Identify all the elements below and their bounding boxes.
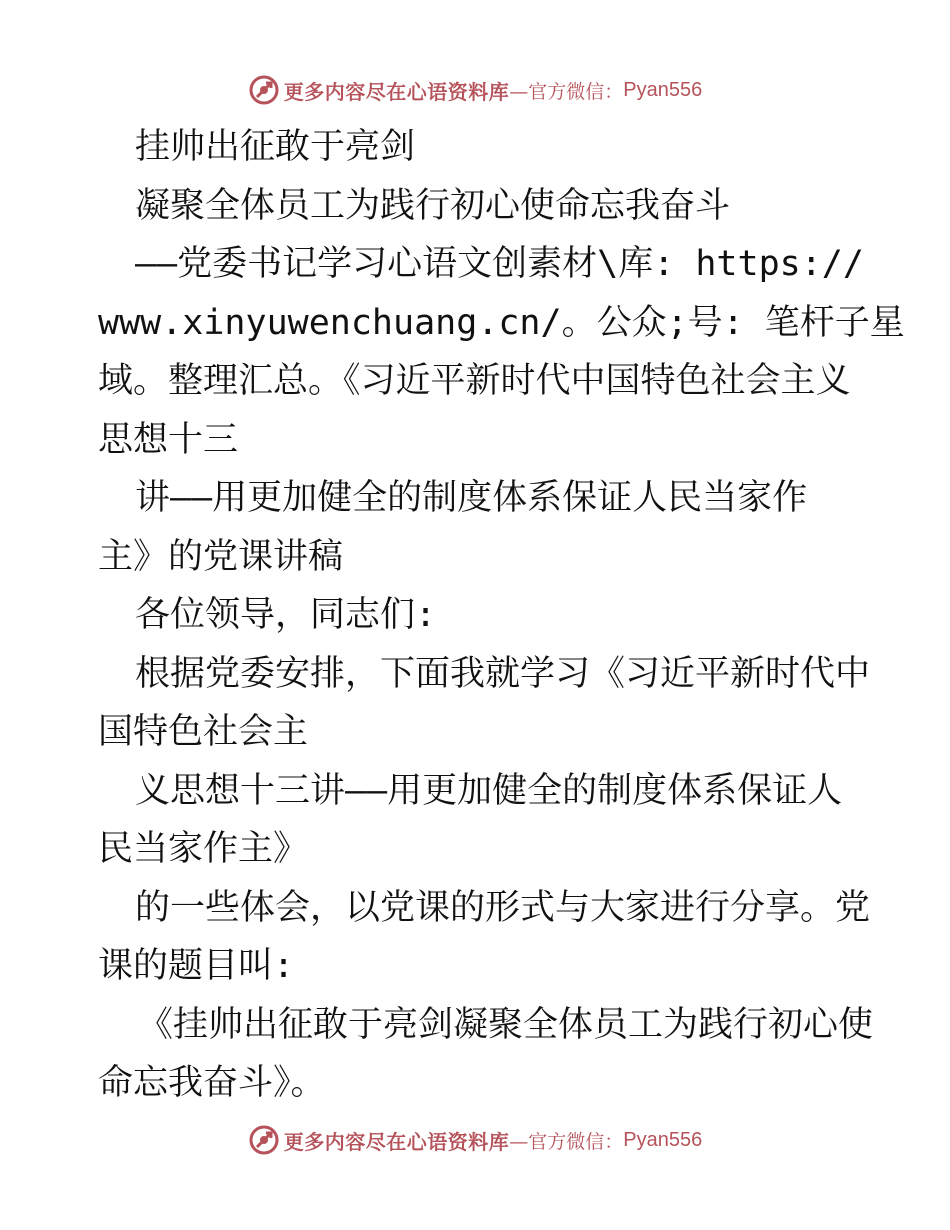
header-banner — [0, 70, 950, 110]
doc-line: 挂帅出征敢于亮剑 — [135, 127, 416, 167]
brand-logo-icon — [248, 1124, 280, 1156]
doc-line: 根据党委安排，下面我就学习《习近平新时代中 — [135, 653, 871, 694]
footer-banner — [0, 1120, 950, 1160]
header-banner-wechat-id: Pyan556 — [623, 78, 703, 101]
footer-banner-wechat-id: Pyan556 — [623, 1128, 703, 1151]
doc-line: 《挂帅出征敢于亮剑凝聚全体员工为践行初心使 — [138, 1004, 874, 1045]
doc-line: www.xinyuwenchuang.cn/。公众;号: 笔杆子星 — [98, 302, 905, 343]
doc-line: 思想十三 — [98, 419, 239, 460]
doc-line: 义思想十三讲——用更加健全的制度体系保证人 — [135, 770, 843, 811]
footer-banner-title: 更多内容尽在心语资料库 — [283, 1129, 510, 1154]
header-banner-wechat-label: —官方微信： — [509, 80, 624, 103]
doc-line: 国特色社会主 — [98, 712, 309, 752]
header-banner-title: 更多内容尽在心语资料库 — [283, 79, 510, 104]
doc-line: 的一些体会，以党课的形式与大家进行分享。党 — [135, 887, 871, 928]
doc-line: 域。整理汇总。《习近平新时代中国特色社会主义 — [98, 361, 851, 401]
doc-line: 各位领导，同志们: — [135, 595, 437, 635]
doc-line: 课的题目叫: — [98, 946, 295, 986]
doc-line: 命忘我奋斗》。 — [98, 1063, 326, 1103]
brand-logo-icon — [248, 74, 280, 106]
footer-banner-wechat-label: —官方微信： — [509, 1130, 624, 1153]
doc-line: 讲——用更加健全的制度体系保证人民当家作 — [135, 478, 808, 518]
document-body — [98, 118, 905, 1113]
doc-line: 民当家作主》 — [98, 829, 309, 869]
doc-line: 凝聚全体员工为践行初心使命忘我奋斗 — [135, 185, 731, 226]
doc-line: 主》的党课讲稿 — [98, 536, 344, 577]
doc-line: ——党委书记学习心语文创素材\库: https:// — [135, 244, 864, 284]
